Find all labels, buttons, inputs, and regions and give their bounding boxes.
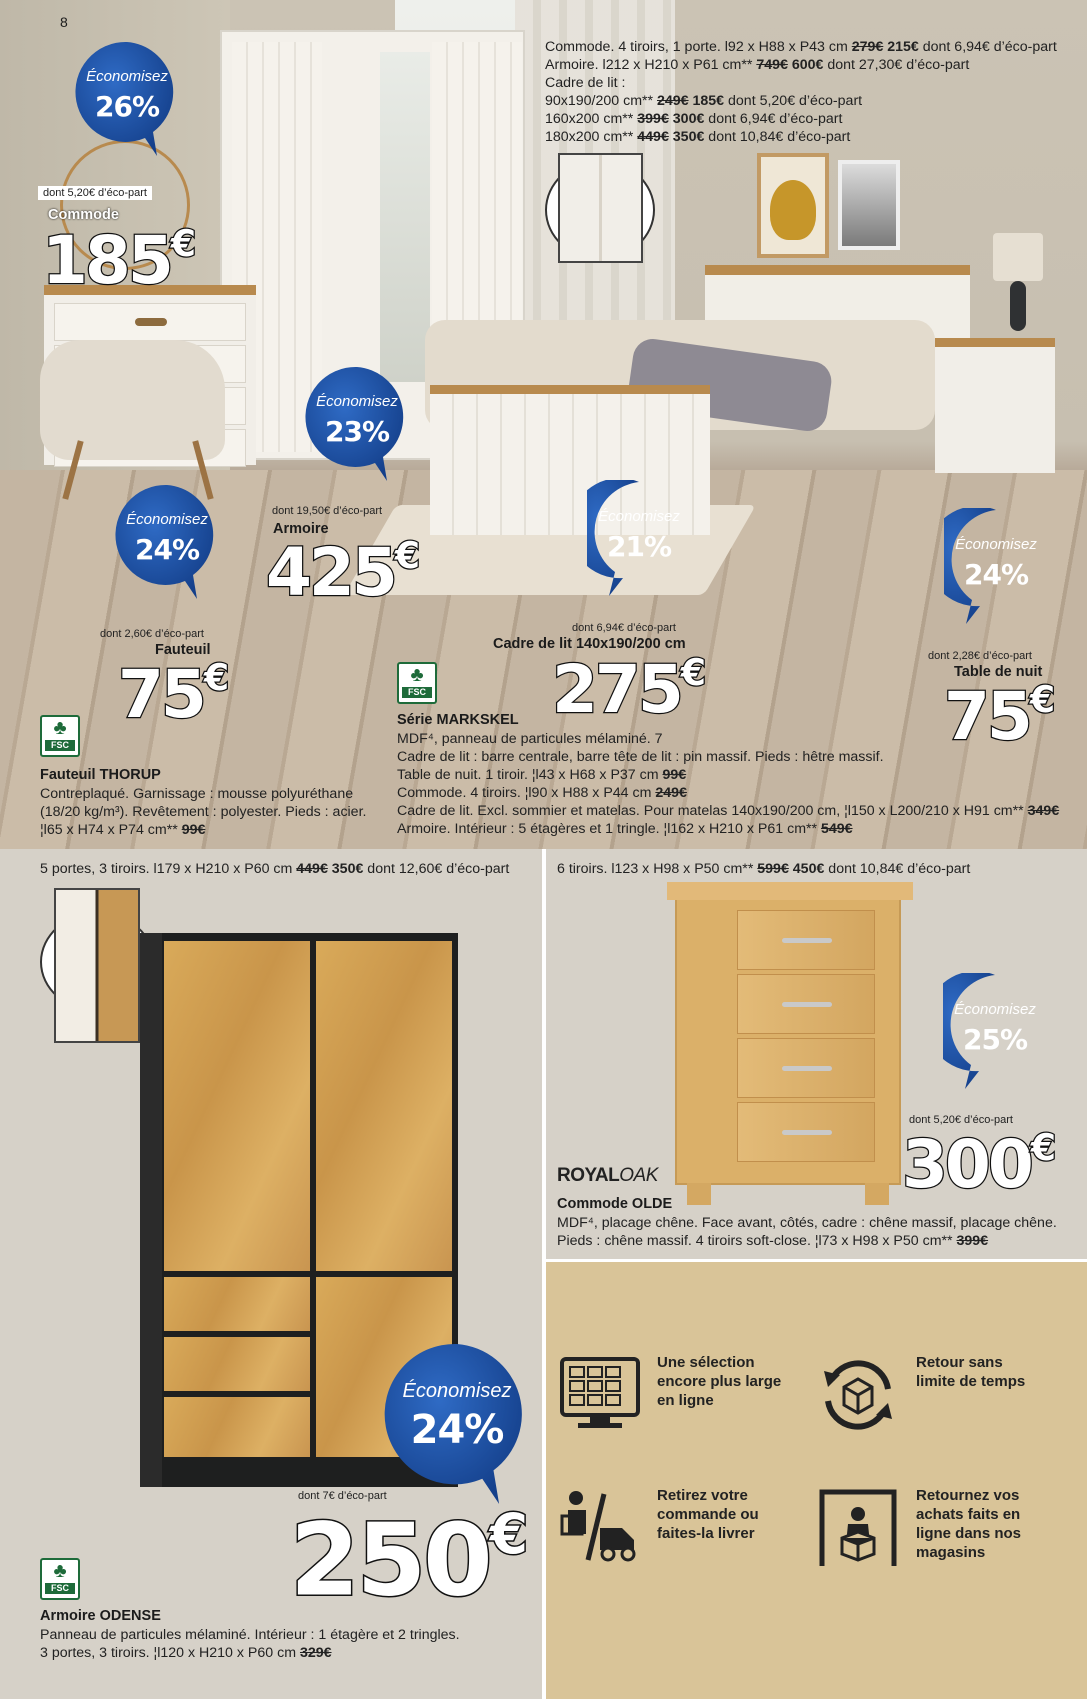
label-cadre: Cadre de lit 140x190/200 cm (493, 636, 686, 652)
lamp (993, 233, 1043, 281)
catalog-screen-icon (560, 1355, 640, 1435)
royal-oak-logo: ROYALOAK (557, 1165, 658, 1186)
landscape-frame (838, 160, 900, 250)
thorup-title: Fauteuil THORUP (40, 767, 161, 783)
discount-badge-cadre: Économisez 21% (587, 480, 691, 598)
service-text-return-unlimited: Retour sans limite de temps (916, 1354, 1026, 1390)
discount-badge-commode: Économisez 26% (75, 40, 179, 158)
markskel-description: MDF⁴, panneau de particules mélaminé. 7 Cadre de lit : barre centrale, barre tête de lit : pin massif. Pieds : hêtre massif. Table de nuit. 1 tiroir. ¦l43 x H68 x P37 cm 99€ Commode. 4 tiroirs. ¦l90 x H88 x P44 cm 249€ Cadre de lit. Excl. sommier et matelas. Pour matelas 140x190/200 cm, ¦l150 x L200/210 x H91 cm** 349€ Armoire. Intérieur : 5 étagères et 1 tringle. ¦l162 x H210 x P61 cm** 549€ (397, 731, 1060, 837)
fsc-logo: ♣ FSC (397, 662, 437, 704)
eco-part-commode: dont 5,20€ d’éco-part (38, 186, 152, 200)
delivery-truck-icon (560, 1488, 640, 1568)
markskel-wardrobe-interior-thumb (558, 153, 643, 263)
eco-part-table: dont 2,28€ d’éco-part (928, 650, 1032, 662)
service-text-pickup-delivery: Retirez votre commande ou faites-la livrer (657, 1487, 759, 1542)
markskel-price-list: Commode. 4 tiroirs, 1 porte. l92 x H88 x P43 cm 279€ 215€ dont 6,94€ d’éco-part Armoire. l212 x H210 x P61 cm** 749€ 600€ dont 27,30€ d’éco-part Cadre de lit : 90x190/200 cm** 249€ 185€ dont 5,20€ d’éco-part 160x200 cm** 399€ 300€ dont 6,94€ d’éco-part 180x200 cm** 449€ 350€ dont 10,84€ d’éco-part (545, 39, 1057, 145)
eco-part-cadre: dont 6,94€ d’éco-part (572, 622, 676, 634)
price-fauteuil: 75€ (118, 656, 230, 734)
return-box-icon (818, 1355, 898, 1435)
eco-part-fauteuil: dont 2,60€ d’éco-part (100, 628, 204, 640)
discount-badge-table: Économisez 24% (944, 508, 1048, 626)
discount-badge-armoire: Économisez 23% (305, 365, 409, 483)
eco-part-armoire: dont 19,50€ d’éco-part (272, 505, 383, 517)
label-armoire: Armoire (273, 521, 329, 537)
discount-badge-olde: Économisez 25% (943, 973, 1047, 1091)
markskel-nightstand-image (935, 338, 1055, 473)
olde-chest-image (675, 890, 901, 1185)
price-commode: 185€ (42, 222, 197, 300)
odense-5-door-spec: 5 portes, 3 tiroirs. l179 x H210 x P60 cm 449€ 350€ dont 12,60€ d’éco-part (40, 861, 510, 877)
service-text-store-return: Retournez vos achats faits en ligne dans nos magasins (916, 1487, 1022, 1561)
eco-part-odense: dont 7€ d’éco-part (298, 1490, 387, 1502)
discount-badge-odense: Économisez 24% (384, 1340, 530, 1508)
price-table: 75€ (944, 678, 1056, 756)
service-text-online-selection: Une sélection encore plus large en ligne (657, 1354, 782, 1409)
discount-badge-fauteuil: Économisez 24% (115, 483, 219, 601)
page-number: 8 (60, 14, 68, 30)
label-fauteuil: Fauteuil (155, 642, 211, 658)
price-cadre: 275€ (552, 651, 707, 729)
odense-title: Armoire ODENSE (40, 1608, 161, 1624)
label-table: Table de nuit (954, 664, 1043, 680)
services-panel (546, 1262, 1087, 1699)
odense-interior-thumb (54, 888, 140, 1043)
store-return-icon (818, 1488, 898, 1568)
markskel-title: Série MARKSKEL (397, 712, 519, 728)
odense-description: Panneau de particules mélaminé. Intérieur : 1 étagère et 2 tringles. 3 portes, 3 tiroirs. ¦l120 x H210 x P60 cm 329€ (40, 1627, 460, 1661)
price-armoire: 425€ (266, 534, 421, 612)
price-olde: 300€ (902, 1126, 1057, 1204)
olde-title: Commode OLDE (557, 1196, 673, 1212)
fsc-logo: ♣ FSC (40, 715, 80, 757)
olde-description: MDF⁴, placage chêne. Face avant, côtés, cadre : chêne massif, placage chêne. Pieds : chêne massif. 4 tiroirs soft-close. ¦l73 x H98 x P50 cm** 399€ (557, 1215, 1057, 1249)
eco-part-olde: dont 5,20€ d’éco-part (909, 1114, 1013, 1126)
olde-6-drawer-spec: 6 tiroirs. l123 x H98 x P50 cm** 599€ 450€ dont 10,84€ d’éco-part (557, 861, 971, 877)
label-commode: Commode (48, 207, 119, 223)
price-odense: 250€ (290, 1501, 529, 1619)
fsc-logo: ♣ FSC (40, 1558, 80, 1600)
thorup-description: Contreplaqué. Garnissage : mousse polyuréthane (18/20 kg/m³). Revêtement : polyester. Pieds : acier. ¦l65 x H74 x P74 cm** 99€ (40, 786, 367, 838)
